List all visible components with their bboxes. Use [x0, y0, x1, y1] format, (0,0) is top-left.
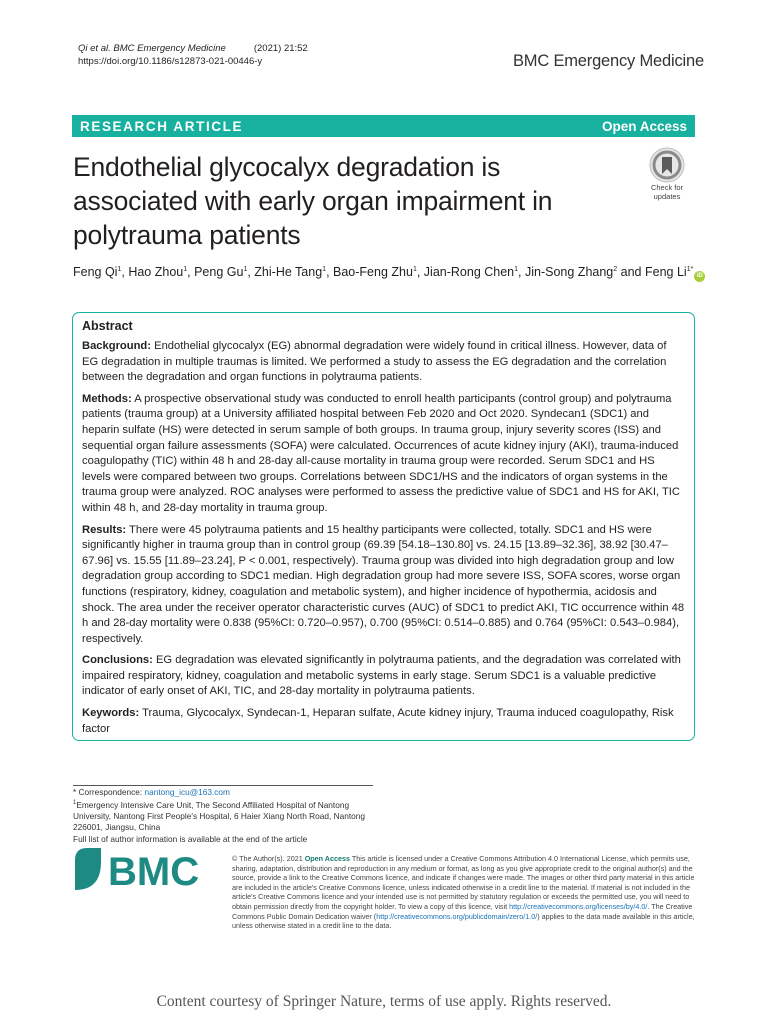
author-name: Feng Qi	[73, 265, 118, 279]
abstract-background	[82, 339, 685, 386]
citation-block	[78, 42, 308, 68]
author-separator: ,	[121, 265, 129, 279]
affiliation-mark: 1	[73, 800, 77, 807]
section-label: Results:	[82, 523, 127, 536]
author-separator: ,	[247, 265, 255, 279]
license-text	[232, 854, 698, 931]
author-affiliation: 1	[183, 265, 188, 273]
footnote-divider	[73, 785, 373, 786]
abstract-conclusions	[82, 653, 685, 700]
author-affiliation: 1*	[686, 265, 694, 273]
license-lead: © The Author(s). 2021	[232, 854, 305, 863]
citation-year: (2021) 21:52	[253, 43, 308, 54]
author-info-note: Full list of author information is available at the end of the article	[73, 833, 308, 844]
bmc-logo-text: BMC	[108, 850, 200, 892]
author-separator: ,	[187, 265, 195, 279]
affiliation-text: Emergency Intensive Care Unit, The Second Affiliated Hospital of Nantong University, Nantong First People's Hospital, 6 Haier Xiang North Road, Nantong 226001, Jiangsu, China	[73, 799, 365, 833]
abstract-box	[72, 312, 695, 741]
article-banner	[72, 115, 695, 137]
title-line: Endothelial glycocalyx degradation is	[73, 152, 501, 182]
title-line: polytrauma patients	[73, 220, 301, 250]
check-updates-icon	[649, 147, 685, 183]
author-name: Hao Zhou	[128, 265, 184, 279]
article-type-label: RESEARCH ARTICLE	[80, 118, 244, 134]
license-body-1: This article is licensed under a Creative Commons Attribution 4.0 International License, which permits use, sharing, adaptation, distribution and reproduction in any medium or format, as long as you give appropriate credit to the original author(s) and the source, provide a link to the Creative Commons licence, and indicate if changes were made. The images or other third party material in this article are included in the article's Creative Commons licence, unless indicated otherwise in a credit line to the material. If material is not included in the article's Creative Commons licence and your intended use is not permitted by statutory regulation or exceeds the permitted use, you will need to obtain permission directly from the copyright holder. To view a copy of this licence, visit	[232, 854, 695, 911]
section-text: There were 45 polytrauma patients and 15 healthy participants were collected, totally. SDC1 and HS were significantly higher in trauma group than in control group (69.39 [54.18–130.80] vs. 24.15 [13.89–32.36], 38.92 [30.47–67.96] vs. 15.55 [11.89–23.24], P < 0.001, respectively). Trauma group was divided into high degradation group and low degradation group according to SDC1 median. High degradation group had more severe ISS, SOFA scores, worse organ functions (respiratory, kidney, coagulation and metabolic system), and higher incidence of hypothermia, acidosis and shock. The area under the receiver operator characteristic curves (AUC) of SDC1 to predict AKI, TIC occurrence within 48 h and 28-day mortality were 0.838 (95%CI: 0.720–0.957), 0.700 (95%CI: 0.514–0.885) and 0.764 (95%CI: 0.543–0.984), respectively.	[82, 523, 685, 645]
doi-link[interactable]: https://doi.org/10.1186/s12873-021-00446-y	[78, 56, 263, 67]
section-label: Conclusions:	[82, 654, 153, 667]
author-name: Feng Li	[644, 265, 687, 279]
section-text: Trauma, Glycocalyx, Syndecan-1, Heparan sulfate, Acute kidney injury, Trauma induced coagulopathy, Risk factor	[82, 707, 674, 735]
check-updates-line1: Check for	[650, 183, 684, 192]
correspondence-label: * Correspondence:	[73, 787, 145, 797]
check-updates-line2: updates	[653, 192, 681, 201]
author-affiliation: 1	[117, 265, 122, 273]
section-text: Endothelial glycocalyx (EG) abnormal degradation were widely found in critical illness. However, data of EG degradation in multiple traumas is limited. We performed a study to assess the EG degradation and the correlation between the degradation and organ functions in polytrauma patients.	[82, 340, 667, 384]
author-affiliation: 1	[322, 265, 327, 273]
author-separator: ,	[416, 265, 424, 279]
open-access-label: Open Access	[601, 118, 687, 134]
abstract-heading: Abstract	[82, 319, 133, 333]
author-affiliation: 1	[412, 265, 417, 273]
author-separator: and	[617, 265, 645, 279]
author-name: Jin-Song Zhang	[525, 265, 614, 279]
author-separator: ,	[518, 265, 525, 279]
abstract-results	[82, 523, 685, 648]
license-link-zero[interactable]: http://creativecommons.org/publicdomain/zero/1.0/	[376, 911, 538, 921]
title-line: associated with early organ impairment in	[73, 186, 553, 216]
author-name: Peng Gu	[194, 265, 244, 279]
article-title	[73, 150, 618, 252]
author-name: Jian-Rong Chen	[423, 265, 515, 279]
license-link-by[interactable]: http://creativecommons.org/licenses/by/4.0/	[509, 901, 648, 911]
author-name: Bao-Feng Zhu	[333, 265, 413, 279]
license-body-2: . The Creative Commons Public Domain Dedication waiver (	[232, 901, 693, 921]
section-text: EG degradation was elevated significantly in polytrauma patients, and the degradation was correlated with impaired respiratory, kidney, coagulation and metabolic systems in early stage. Serum SDC1 is a valuable predictive indicator of early onset of AKI, TIC, and 28-day mortality in polytrauma patients.	[82, 654, 681, 698]
author-affiliation: 2	[613, 265, 618, 273]
author-separator: ,	[326, 265, 334, 279]
bmc-logo	[73, 846, 218, 897]
journal-name: BMC Emergency Medicine	[513, 52, 704, 70]
abstract-keywords	[82, 706, 685, 737]
citation-journal: Qi et al. BMC Emergency Medicine	[78, 43, 226, 54]
check-for-updates-badge[interactable]	[640, 147, 694, 201]
author-list	[73, 265, 705, 282]
author-name: Zhi-He Tang	[254, 265, 323, 279]
license-open-access: Open Access	[304, 854, 350, 863]
section-label: Methods:	[82, 392, 132, 405]
section-label: Keywords:	[82, 707, 140, 720]
section-label: Background:	[82, 340, 151, 352]
orcid-icon[interactable]: iD	[694, 271, 705, 282]
author-affiliation: 1	[243, 265, 248, 273]
section-text: A prospective observational study was conducted to enroll health participants (control group) and polytrauma patients (trauma group) at a University affiliated hospital between Feb 2020 and Oct 2020. Syndecan1 (SDC1) and heparin sulfate (HS) were detected in serum sample of both groups. In trauma group, injury severity scores (ISS) and sequential organ failure assessments (SOFA) were calculated. Occurrences of acute kidney injury (AKI), trauma-induced coagulopathy (TIC) within 48 h and 28-day all-cause mortality in trauma group were recorded. Serum SDC1 and HS levels were compared between two groups. Correlations between SDC1/HS and the indicators of organ systems in the trauma group were analyzed. ROC analyses were performed to assess the predictive value of SDC1 and HS for AKI, TIC within 48 h, and 28-day mortality in trauma group.	[82, 392, 680, 514]
license-body-3: ) applies to the data made available in this article, unless otherwise stated in a credit line to the data.	[232, 911, 695, 931]
author-affiliation: 1	[514, 265, 519, 273]
courtesy-notice: Content courtesy of Springer Nature, terms of use apply. Rights reserved.	[156, 993, 612, 1010]
footnotes	[73, 787, 383, 845]
bmc-logo-icon	[73, 846, 218, 892]
correspondence-email-link[interactable]: nantong_icu@163.com	[144, 787, 230, 797]
abstract-methods	[82, 392, 685, 517]
